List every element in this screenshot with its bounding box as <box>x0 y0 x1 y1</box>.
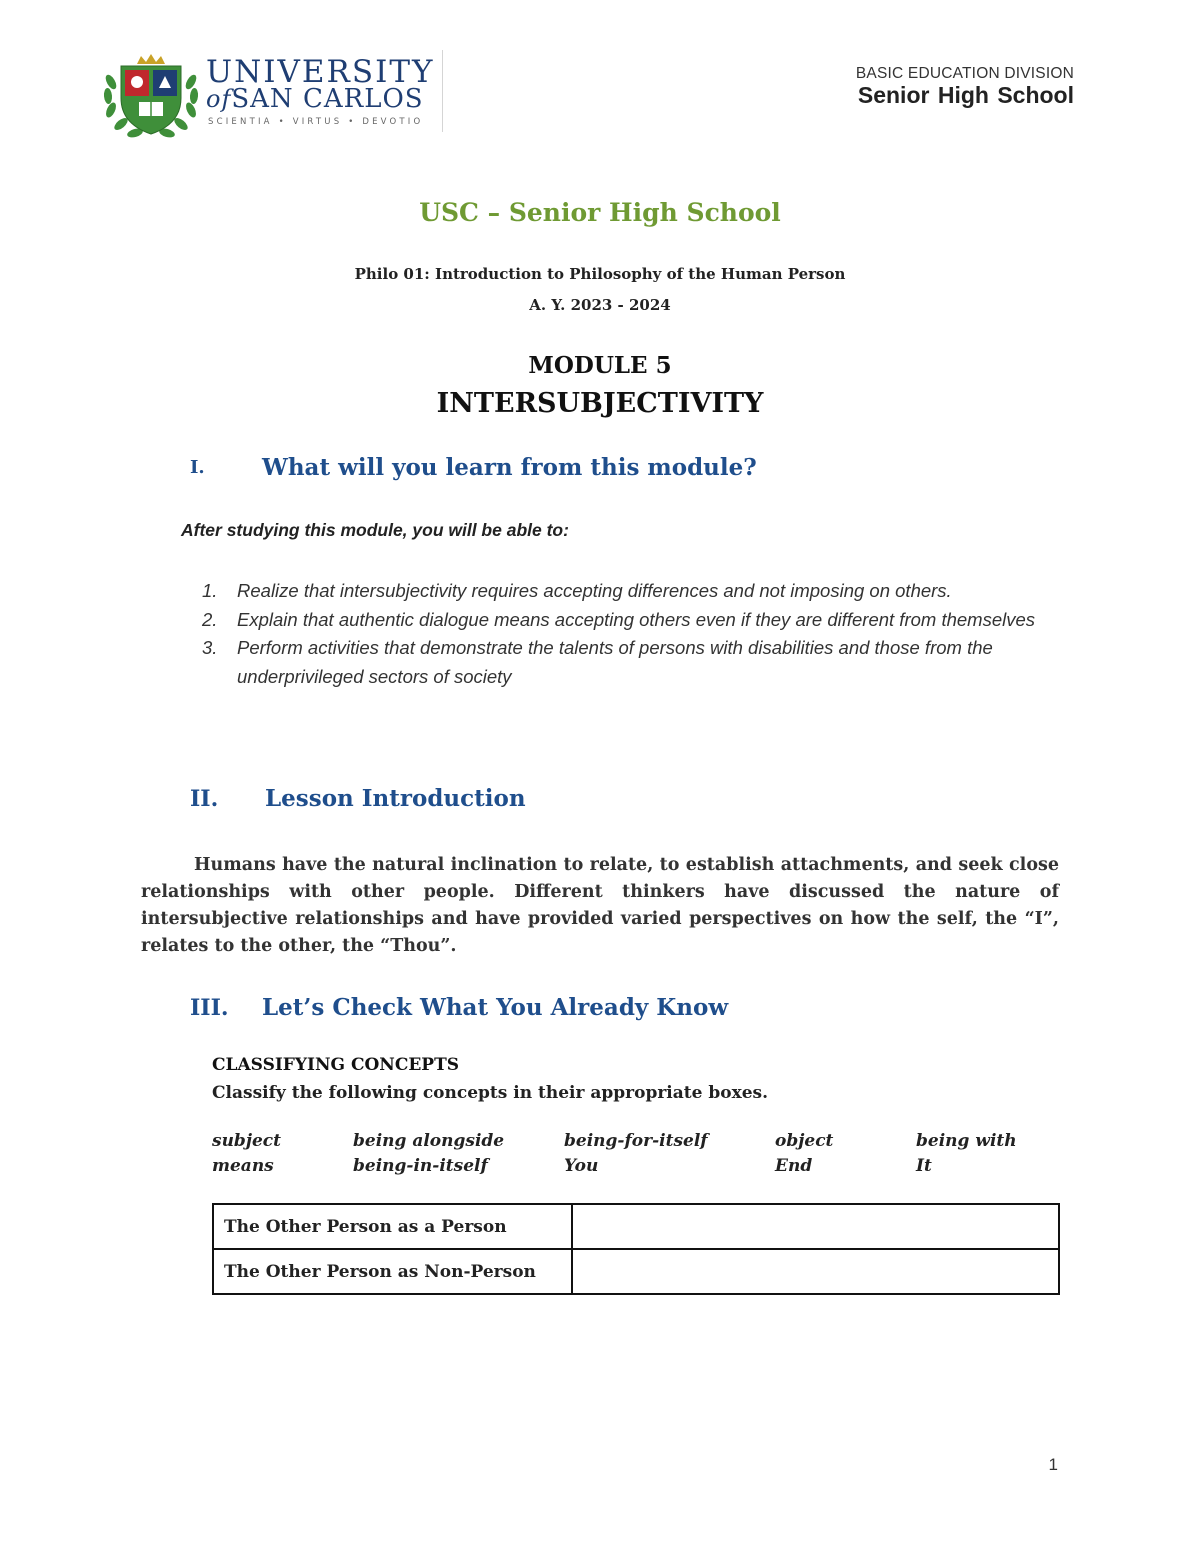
table-row <box>213 1204 1059 1249</box>
concept-item: being-in-itself <box>353 1156 488 1176</box>
activity-instruction: Classify the following concepts in their appropriate boxes. <box>212 1083 769 1103</box>
module-topic: INTERSUBJECTIVITY <box>436 388 764 419</box>
concept-item: End <box>775 1156 813 1176</box>
answer-cell[interactable] <box>572 1249 1059 1294</box>
section-1-title: What will you learn from this module? <box>262 454 757 481</box>
concept-grid <box>212 1129 1072 1179</box>
objective-number: 1. <box>202 580 218 601</box>
section-1-number: I. <box>190 457 205 478</box>
row-label: The Other Person as a Person <box>213 1204 572 1249</box>
university-san-carlos: SAN CARLOS <box>231 84 424 114</box>
header-divider <box>442 50 443 132</box>
school-label: Senior High School <box>857 82 1074 108</box>
concept-item: being-for-itself <box>564 1131 708 1151</box>
university-name: UNIVERSITY <box>206 54 435 90</box>
objective-text: Explain that authentic dialogue means accepting others even if they are different from themselves <box>237 608 1036 630</box>
lesson-paragraph: Humans have the natural inclination to relate, to establish attachments, and seek close relationships with other people. Different thinkers have discussed the nature of intersubjective relationships and have provided varied perspectives on how the self, the “I”, relates to the other, the “Thou”. <box>141 855 1059 956</box>
activity-title: CLASSIFYING CONCEPTS <box>212 1055 460 1075</box>
page-number: 1 <box>1048 1455 1058 1474</box>
document-title: USC – Senior High School <box>419 198 781 227</box>
module-number: MODULE 5 <box>528 352 672 379</box>
section-2-number: II. <box>190 786 219 812</box>
university-of: of <box>206 85 232 113</box>
concept-item: It <box>916 1156 932 1176</box>
objective-text: Perform activities that demonstrate the talents of persons with disabilities and those from the underprivileged sectors of society <box>237 637 993 687</box>
university-seal-icon <box>103 52 199 140</box>
answer-cell[interactable] <box>572 1204 1059 1249</box>
objective-number: 3. <box>202 637 218 658</box>
concept-item: being alongside <box>353 1131 505 1151</box>
course-title: Philo 01: Introduction to Philosophy of the Human Person <box>354 265 846 283</box>
academic-year: A. Y. 2023 - 2024 <box>529 296 671 314</box>
section-3-number: III. <box>190 995 229 1021</box>
section-3-title: Let’s Check What You Already Know <box>262 994 729 1021</box>
classification-table <box>212 1203 1060 1295</box>
university-motto: SCIENTIA • VIRTUS • DEVOTIO <box>208 117 424 127</box>
objectives-list <box>200 577 1080 691</box>
concept-item: being with <box>916 1131 1017 1151</box>
section-2-title: Lesson Introduction <box>265 785 526 812</box>
objective-number: 2. <box>202 608 218 630</box>
university-subname <box>206 84 424 114</box>
list-item <box>200 606 1080 635</box>
concept-item: object <box>775 1131 834 1151</box>
concept-item: subject <box>212 1131 281 1151</box>
objective-text: Realize that intersubjectivity requires accepting differences and not imposing on others. <box>237 580 952 601</box>
list-item <box>200 634 1080 691</box>
list-item <box>200 577 1080 606</box>
concept-item: means <box>212 1156 274 1176</box>
concept-item: You <box>564 1156 599 1176</box>
table-row <box>213 1249 1059 1294</box>
objectives-lead: After studying this module, you will be able to: <box>181 520 569 540</box>
division-label: BASIC EDUCATION DIVISION <box>855 65 1074 82</box>
row-label: The Other Person as Non-Person <box>213 1249 572 1294</box>
